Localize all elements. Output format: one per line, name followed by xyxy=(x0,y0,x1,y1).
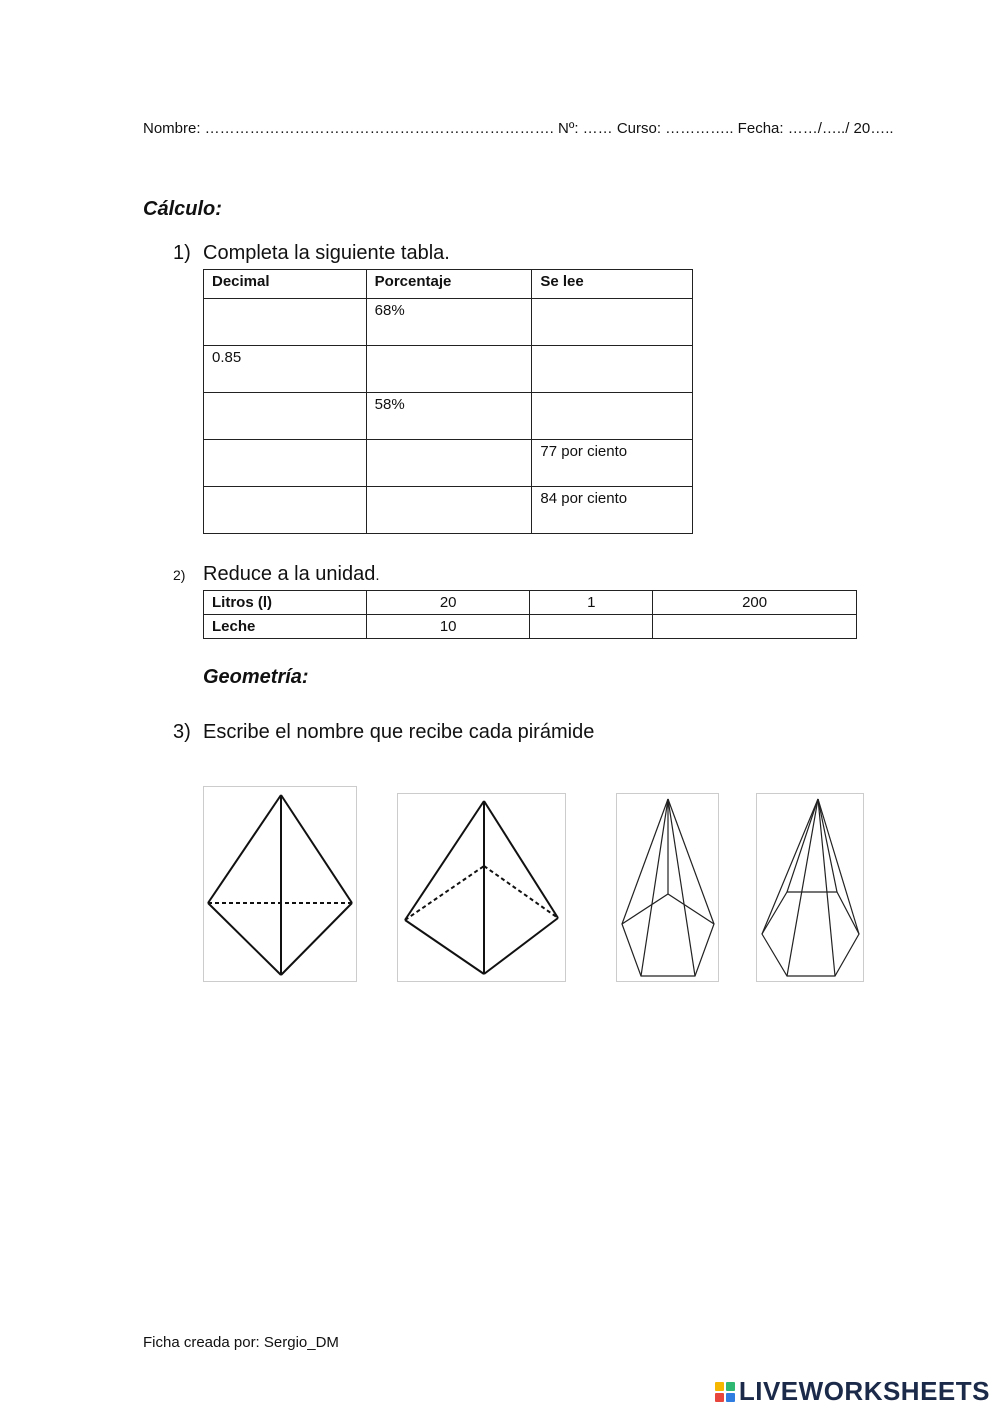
answer-cell[interactable] xyxy=(532,346,693,393)
logo-square-red xyxy=(715,1393,724,1402)
geometria-title: Geometría: xyxy=(203,666,309,688)
pyramid-4-image xyxy=(756,793,864,982)
table-row xyxy=(204,393,693,440)
table-cell: 77 por ciento xyxy=(532,440,693,487)
question-3-number: 3) xyxy=(173,721,191,743)
header-se-lee: Se lee xyxy=(532,270,693,299)
percentage-table xyxy=(203,269,693,534)
logo-square-green xyxy=(726,1382,735,1391)
answer-cell[interactable] xyxy=(366,346,532,393)
answer-cell[interactable] xyxy=(532,393,693,440)
question-1-number: 1) xyxy=(173,242,191,264)
answer-cell[interactable] xyxy=(366,487,532,534)
answer-cell[interactable] xyxy=(532,299,693,346)
table-row xyxy=(204,346,693,393)
pyramid-2-image xyxy=(397,793,566,982)
question-2-number: 2) xyxy=(173,567,186,583)
row-label-litros: Litros (l) xyxy=(204,591,367,615)
logo-square-yellow xyxy=(715,1382,724,1391)
author-footer: Ficha creada por: Sergio_DM xyxy=(143,1334,339,1351)
header-porcentaje: Porcentaje xyxy=(366,270,532,299)
logo-mark-icon xyxy=(715,1382,735,1402)
table-header-row xyxy=(204,270,693,299)
question-2-period: . xyxy=(375,567,380,584)
table-cell: 20 xyxy=(367,591,530,615)
pyramid-3-image xyxy=(616,793,719,982)
student-info-line: Nombre: ……………………………………………………………. Nº: …… Curso: ………….. Fecha: ……/…../ 20….. xyxy=(143,120,894,137)
table-cell: 10 xyxy=(367,615,530,639)
row-label-leche: Leche xyxy=(204,615,367,639)
table-row xyxy=(204,299,693,346)
question-3-text: Escribe el nombre que recibe cada pirámide xyxy=(203,721,595,743)
table-cell: 58% xyxy=(366,393,532,440)
answer-cell[interactable] xyxy=(204,440,367,487)
table-cell: 84 por ciento xyxy=(532,487,693,534)
liveworksheets-logo xyxy=(715,1376,990,1407)
answer-cell[interactable] xyxy=(204,299,367,346)
answer-cell[interactable] xyxy=(530,615,653,639)
answer-cell[interactable] xyxy=(204,487,367,534)
table-row xyxy=(204,615,857,639)
answer-cell[interactable] xyxy=(204,393,367,440)
header-decimal: Decimal xyxy=(204,270,367,299)
table-cell: 68% xyxy=(366,299,532,346)
question-2-text xyxy=(203,563,380,586)
table-row xyxy=(204,440,693,487)
table-cell: 1 xyxy=(530,591,653,615)
table-row xyxy=(204,487,693,534)
unit-reduction-table xyxy=(203,590,857,639)
answer-cell[interactable] xyxy=(653,615,857,639)
table-cell: 200 xyxy=(653,591,857,615)
answer-cell[interactable] xyxy=(366,440,532,487)
table-cell: 0.85 xyxy=(204,346,367,393)
logo-square-blue xyxy=(726,1393,735,1402)
table-row xyxy=(204,591,857,615)
question-2-label: Reduce a la unidad xyxy=(203,563,376,585)
question-1-text: Completa la siguiente tabla. xyxy=(203,242,450,264)
calculo-title: Cálculo: xyxy=(143,198,222,220)
logo-text: LIVEWORKSHEETS xyxy=(738,1376,990,1406)
pyramid-1-image xyxy=(203,786,357,982)
